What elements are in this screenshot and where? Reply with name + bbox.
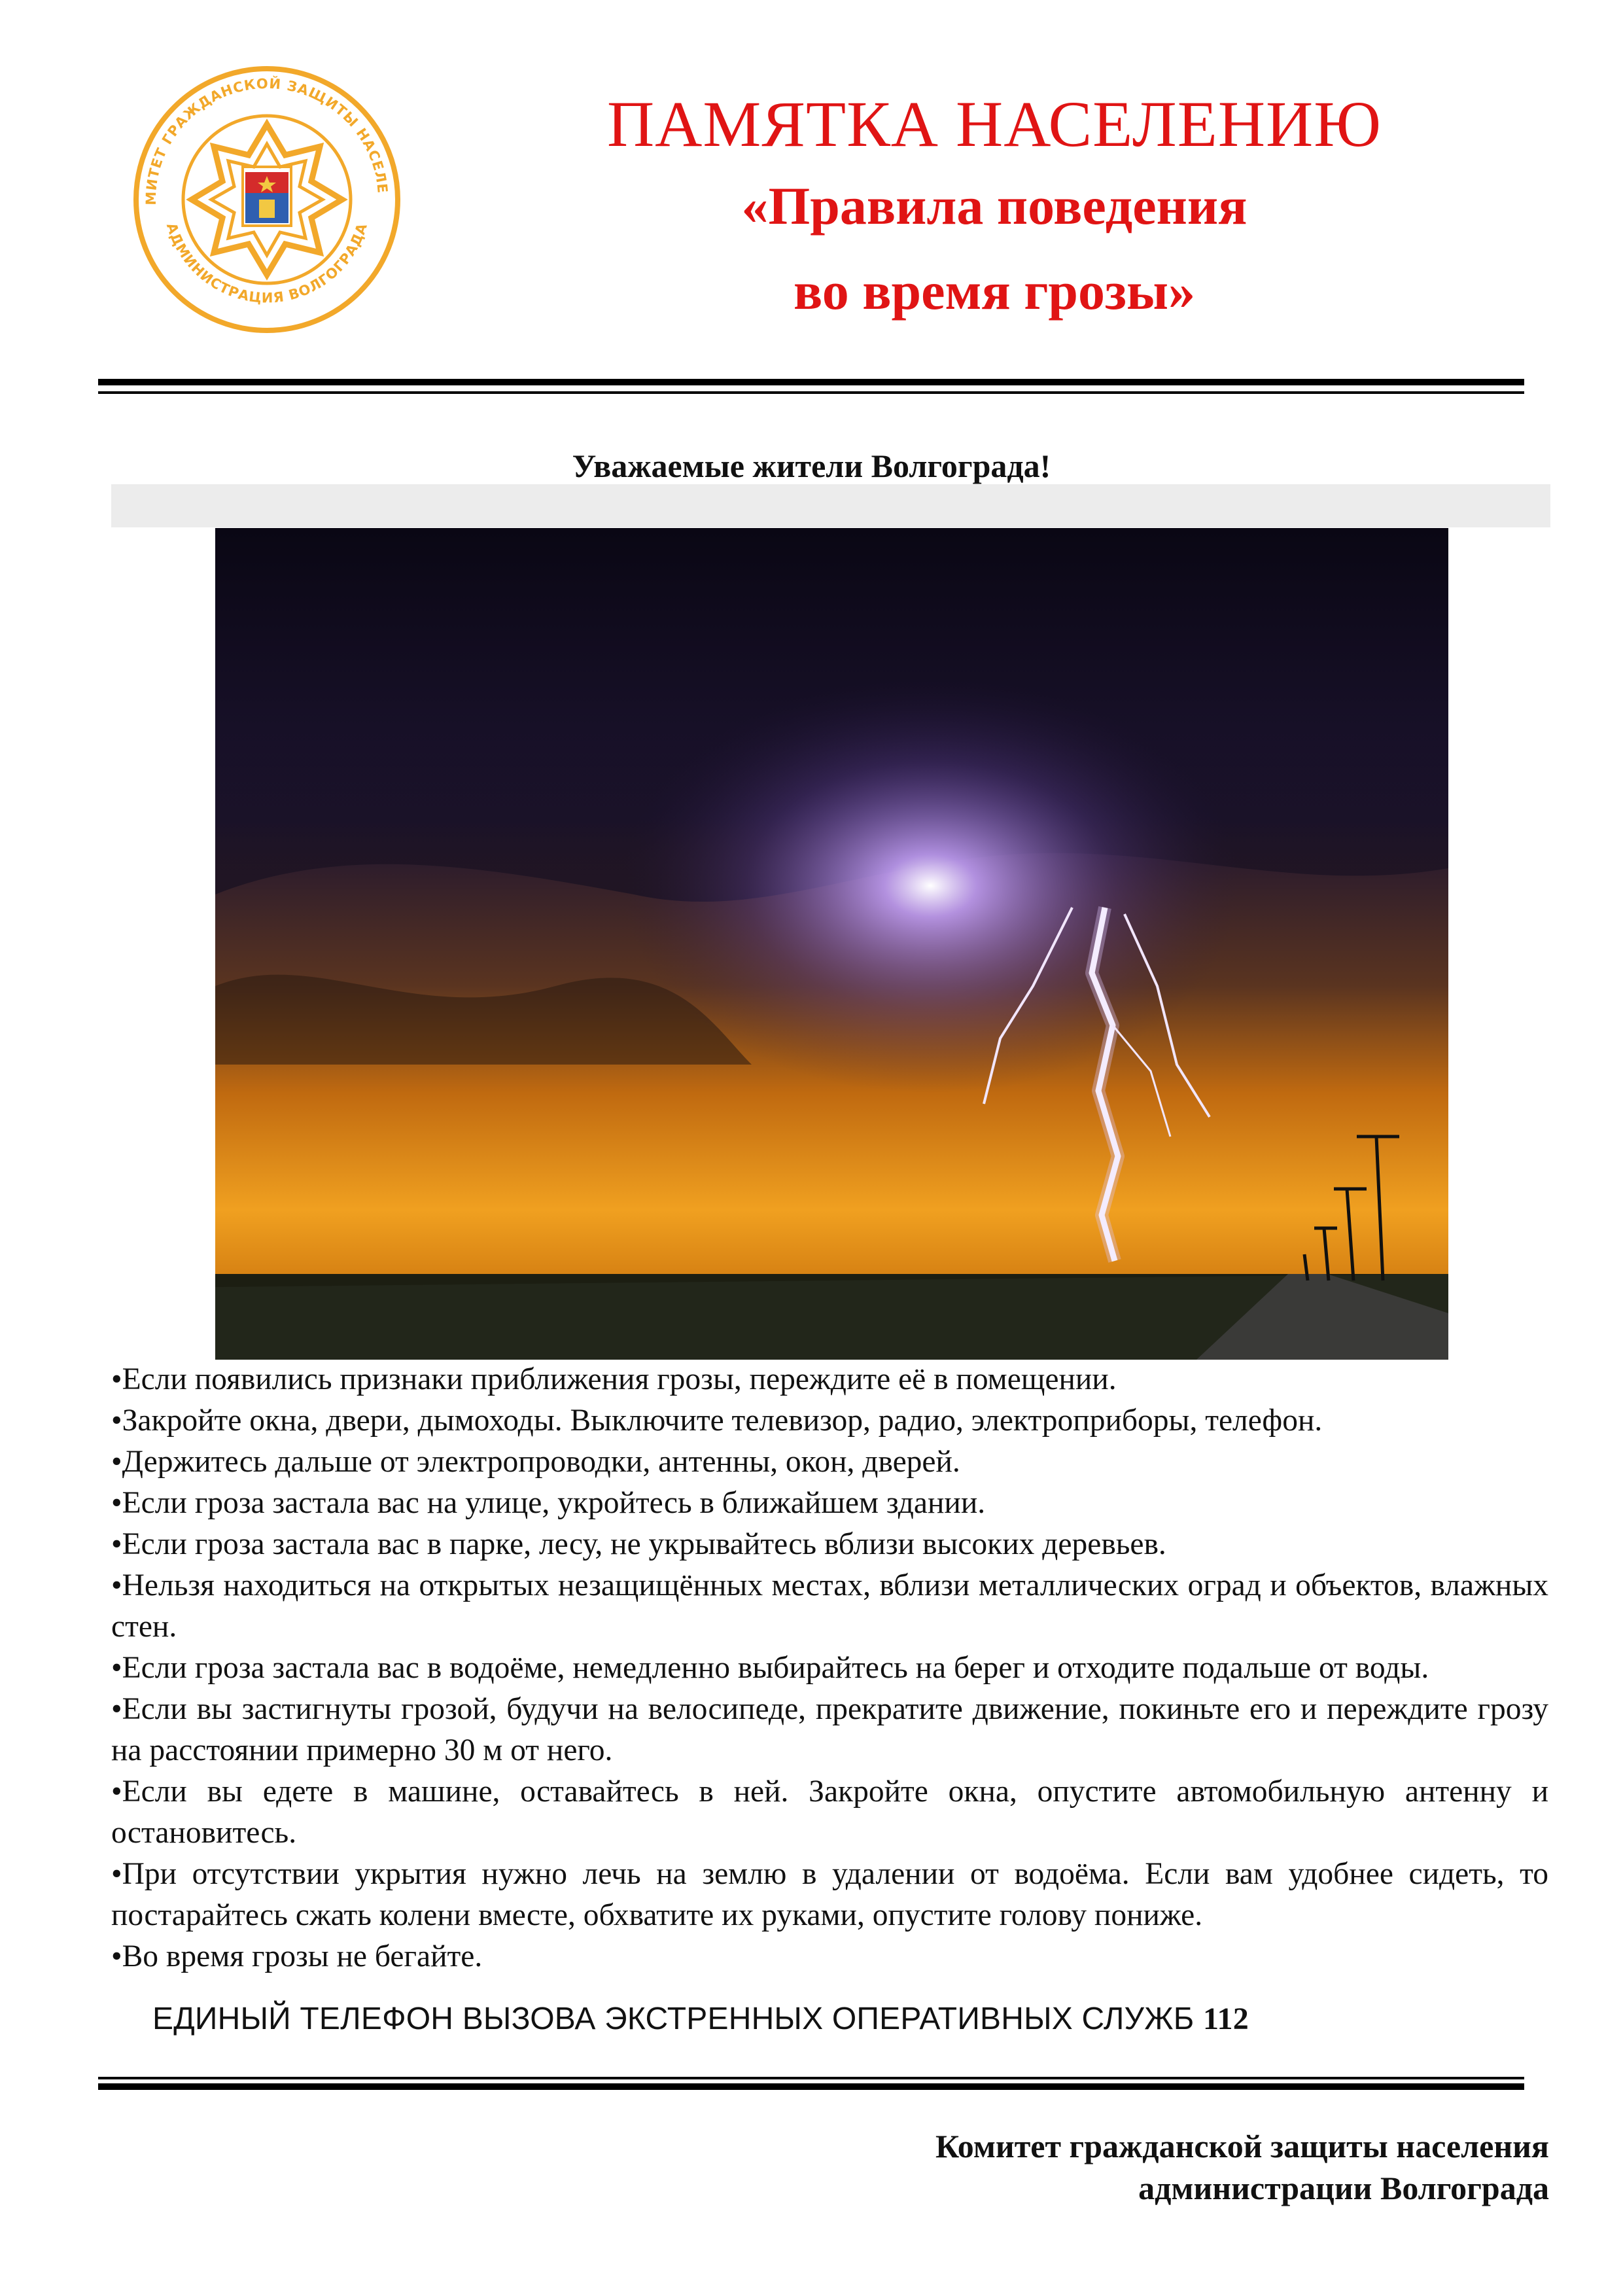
committee-logo <box>110 62 424 337</box>
emergency-phone-text: ЕДИНЫЙ ТЕЛЕФОН ВЫЗОВА ЭКСТРЕННЫХ ОПЕРАТИВНЫХ СЛУЖБ <box>152 2002 1203 2036</box>
rule-item: •Если гроза застала вас в парке, лесу, не укрывайтесь вблизи высоких деревьев. <box>111 1527 1166 1561</box>
rule-item: •Если вы едете в машине, оставайтесь в ней. Закройте окна, опустите автомобильную антенну и остановитесь. <box>111 1775 1548 1850</box>
footer-divider-thin <box>98 2077 1524 2079</box>
rule-item: •Нельзя находиться на открытых незащищённых местах, вблизи металлических оград и объектов, влажных стен. <box>111 1568 1548 1644</box>
signature-line-1: Комитет гражданской защиты населения <box>935 2128 1549 2164</box>
title-line-2: «Правила поведения <box>741 176 1248 236</box>
signature-line-2: администрации Волгограда <box>1138 2170 1549 2206</box>
rule-item: •Если появились признаки приближения грозы, переждите её в помещении. <box>111 1362 1117 1396</box>
logo-ring-text-bottom: АДМИНИСТРАЦИЯ ВОЛГОГРАДА <box>163 221 371 306</box>
header-divider-thin <box>98 391 1524 394</box>
svg-text:АДМИНИСТРАЦИЯ ВОЛГОГРАДА <box>164 221 370 306</box>
gray-band <box>111 484 1550 527</box>
rule-item: •При отсутствии укрытия нужно лечь на землю в удалении от водоёма. Если вам удобнее сидеть, то постарайтесь сжать колени вместе, обхватите их руками, опустите голову пониже. <box>111 1857 1548 1932</box>
logo-ring-text-top: МИТЕТ ГРАЖДАНСКОЙ ЗАЩИТЫ НАСЕЛЕ <box>143 75 391 205</box>
footer-divider-thick <box>98 2083 1524 2090</box>
rule-item: •Во время грозы не бегайте. <box>111 1939 483 1973</box>
title-line-1: ПАМЯТКА НАСЕЛЕНИЮ <box>606 88 1382 160</box>
rule-item: •Держитесь дальше от электропроводки, антенны, окон, дверей. <box>111 1445 960 1479</box>
emergency-phone-number: 112 <box>1202 2002 1249 2036</box>
rules-list <box>111 1359 1548 1977</box>
rule-item: •Если гроза застала вас в водоёме, немедленно выбирайтесь на берег и отходите подальше от воды. <box>111 1651 1429 1685</box>
title-line-3: во время грозы» <box>793 261 1196 321</box>
thunderstorm-photo <box>215 528 1448 1360</box>
greeting: Уважаемые жители Волгограда! <box>572 448 1051 484</box>
page-title <box>497 85 1492 334</box>
rule-item: •Если гроза застала вас на улице, укройтесь в ближайшем здании. <box>111 1486 986 1520</box>
signature <box>935 2125 1549 2209</box>
rule-item: •Закройте окна, двери, дымоходы. Выключите телевизор, радио, электроприборы, телефон. <box>111 1404 1323 1438</box>
header-divider-thick <box>98 379 1524 385</box>
emergency-phone-line <box>152 2000 1249 2039</box>
rule-item: •Если вы застигнуты грозой, будучи на велосипеде, прекратите движение, покиньте его и переждите грозу на расстоянии примерно 30 м от него. <box>111 1692 1548 1767</box>
